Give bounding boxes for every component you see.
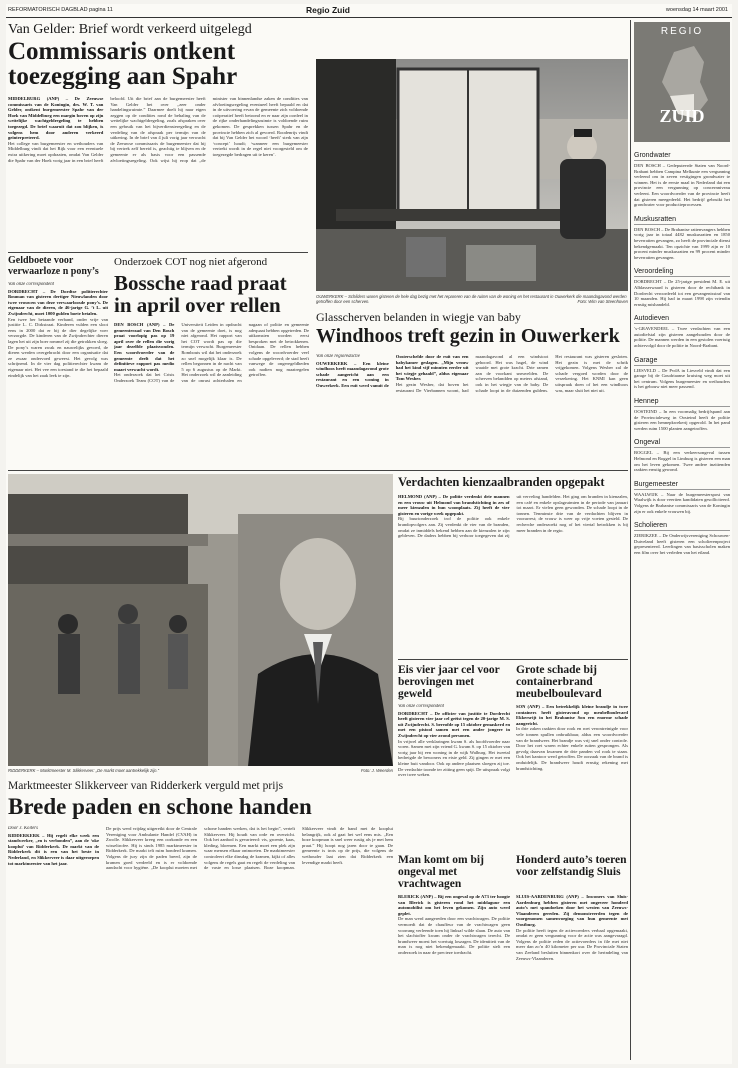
brief-body: ZIERIKZEE – De Onderwijsvereniging Schouwen-Duiveland heeft gisteren een scholierenproject gepresenteerd. Leerlingen van basisscholen maken een film over het verleden van het eiland. bbox=[634, 533, 730, 555]
sidebar-briefs bbox=[634, 144, 730, 1059]
sluis-article-body bbox=[516, 894, 628, 1044]
brief-body: LIESVELD – De PvdA in Liesveld vindt dat een garage bij de Goudriaanse kruising weg moet uit het centrum. Volgens burgemeester en wethouders is het gebouw niet meer passend. bbox=[634, 367, 730, 390]
newspaper-page bbox=[6, 4, 732, 1064]
masthead bbox=[6, 4, 732, 18]
lead-kicker: Van Gelder: Brief wordt verkeerd uitgelegd bbox=[8, 22, 252, 37]
market-byline: Door J. Koiters bbox=[8, 826, 38, 831]
market-intro: RIDDERKERK – Hij regelt elke week een standwerker, „en is verbonden”, aan de ‘oke kooplui’ van Ridderkerk. De markt van de Ridderkerk dit is een van het beste in Nederland, en Slikkerveer is daar uitgeroepen tot marktmeester van het jaar. bbox=[8, 832, 99, 866]
lead-caption-text: OUWERKERK – Schilders waren gisteren de hele dag bezig met het repareren van de ruiten van de woning en het restaurant in Ouwerkerk die maandagavond werden getroffen door een scherven. bbox=[316, 294, 627, 304]
kienzaal-article-body bbox=[398, 494, 628, 654]
windhoos-intro: OUWERKERK – Een kleine windhoos heeft maandagavond grote schade aangericht aan een restaurant en een woning in Ouwerkerk. Een ruit werd vanuit de Oosterschelde door de ruit van een babykamer geslagen. „Mijn vrouw had het kind vijf minuten eerder uit het wiegje gehaald”, aldus eigenaar Tom Wesber. bbox=[316, 354, 469, 388]
brief-title: Grondwater bbox=[634, 152, 730, 161]
masthead-paper-name: REFORMATORISCH DAGBLAD pagina 11 bbox=[8, 7, 113, 13]
lead-photo bbox=[316, 59, 628, 291]
windhoos-byline: Van onze regioredactie bbox=[316, 354, 360, 359]
vrachtwagen-body: De man werd aangereden door een vrachtwagen. De politie vermoedt dat de chauffeur van de vrachtwagen geen voorrang verleende toen hij linksaf wilde slaan. De auto van het slachtoffer kwam onder de vrachtwagen terecht. De brandweer moest het voertuig loszagen. De identiteit van de man is nog niet bekendgemaakt. De politie stelt een onderzoek in naar de precieze toedracht. bbox=[398, 916, 510, 955]
brief-title: Burgemeester bbox=[634, 481, 730, 490]
cot-kicker: Onderzoek COT nog niet afgerond bbox=[114, 256, 268, 268]
masthead-date: woensdag 14 maart 2001 bbox=[665, 7, 728, 13]
divider bbox=[398, 659, 628, 660]
windhoos-kicker: Glasscherven belanden in wiegje van baby bbox=[316, 310, 521, 324]
brief-body: BOGGEL – Bij een verkeersongeval tussen Helmond en Boggel in Limburg is gisteren een man om het leven gekomen. Twee andere inzittenden raakten ernstig gewond. bbox=[634, 450, 730, 473]
brief-title: Ongeval bbox=[634, 439, 730, 448]
divider bbox=[8, 470, 628, 471]
beroving-body: In vrijwel alle verklaringen kwam S. als hoofdvoerder naar voren. Samen met zijn vriend G. kwam S. op 15 oktober van vorig jaar bij een woning in de wijk Walburg. Het tweetal bedreigde de bewoners en eiste geld. Zij gingen er met een kleine buit vandoor. Ook op andere plaatsen sloegen zij toe. De verdachte toonde ter zitting geen spijt. De uitspraak volgt over twee weken. bbox=[398, 738, 510, 778]
market-article-body bbox=[8, 826, 393, 1046]
market-photo bbox=[8, 474, 393, 766]
cot-headline: Bossche raad praat in april over rellen bbox=[114, 272, 287, 316]
vrachtwagen-headline: Man komt om bij ongeval met vrachtwagen bbox=[398, 854, 484, 890]
banner-subtitle: ZUID bbox=[659, 106, 705, 126]
divider bbox=[8, 252, 308, 253]
market-caption-text: RIDDERKERK – Marktmeester M. Slikkerveer: „De markt moet aantrekkelijk zijn.” bbox=[8, 768, 160, 773]
banner-title: REGIO bbox=[660, 26, 704, 37]
brief-title: Muskusratten bbox=[634, 216, 730, 225]
containerbrand-body: In drie zaken raakten door rook en roet verontreinigde voor vele tonnen spullen onbruikbaar, aldus een woordvoerder van de brandweer. Het brandje was vrij snel onder controle. Door het roet waren echter enkele ruiten gesprongen. Als gevolg daarvan kwamen de drie panden vol rook te staan. Ook het kantoor werd getroffen. De oorzaak van de brand is onduidelijk. De brandweer houdt ernstig rekening met brandstichting. bbox=[516, 726, 628, 771]
lead-body: Het college van burgemeester en wethouders van Middelburg vindt dat het Rijk voor een eventuele extra uitkering moet opdraaien, omdat Van Gelder die Spahr van der Hoek vorig jaar in een brief heeft beloofd. Uit die brief aan de burgemeester heeft Van Gelder het over „zeer onder handelingsruimte.” Daarmee doelt hij naar eigen zeggen op de condities rond de behaling van de wettelijke wachtgeldregeling, zoals afspraken over een gebruik van het bijverdiensteregeling en de verdeling van de afspraak per termijn van de uitkering. In de brief van 4 juli vorig jaar verwacht de Zeeuwse commissaris de burgemeester dat hij bij vertrek zelf bereid is, geachtig te blijven en de gemeente er als basis voor een passende afvloeiingsregeling. Ook wijst hij erop dat „de minister van binnenlandse zaken de condities van afvloeiingsregeling eventueel heeft bepaald en dat in de uitvoering ervan de gemeente zich voldoende coöperatief heeft betoond en er naar zijn oordeel in de rijke onderhandelingsruimte is voldoende ruim gekomen. De gesprekken tussen Spahr en de provincie hebben zich al gevoerd. Roodenrijs vindt dat bij Van Gelder het woord ‘heeft’ sterk van zijn ‘concept’ houdt; ‘wanneer een burgemeester vertrekt wordt in de regel niet voorgesteld om de toegezegde bedragen uit te keren’. bbox=[8, 96, 308, 163]
beroving-intro: DORDRECHT – De officier van justitie te Dordrecht heeft gisteren vier jaar cel geëist tegen de 20-jarige M. S. uit Zwijndrecht. S. bereofde op 15 oktober gemaskerd en met een pistool samen met een ander jongere in Zwijndrecht op vier avond personen. bbox=[398, 710, 510, 738]
brief-body: DEN BOSCH – Gedeputeerde Staten van Noord-Brabant hebben Campina Melkunie een vergunning verleend om in zeven vestigingen grondwater te winnen. Het is de eerste maal in Nederland dat een provincie een vergunning op concernniveau verleent. Een woordvoerder van de provincie heeft dat gisteren meegedeeld. Het bedrijf gebruikt het grondwater voor productieprocessen. bbox=[634, 163, 730, 208]
lead-article-body bbox=[8, 96, 308, 246]
ponies-article-body bbox=[8, 282, 108, 462]
market-kicker: Marktmeester Slikkerveer van Ridderkerk verguld met prijs bbox=[8, 780, 284, 792]
market-body: De prijs werd vrijdag uitgereikt door de Centrale Vereniging voor Ambulante Handel (CVAH) in Zwolle. Slikkerveer kreeg een oorkonde en een wisseltrofee. Hij is sinds 1985 marktmeester in Ridderkerk. De markt telt ruim honderd kramen. Volgens de jury zijn de paden breed, zijn de kramen goed verdeeld en is er voldoende aandacht voor hygiëne. „De kooplui moeten met schone handen werken, dat is het begin”, vertelt Slikkerveer. Hij houdt van orde en overzicht. Ook het aanbod is gevarieerd: vis, groente, kaas, kleding, bloemen. Een markt moet een plek zijn waar mensen elkaar ontmoeten. De marktmeester controleert elke dinsdag de kramen, kijkt of alles volgens de regels gaat en regelt de verdeling van de vaste en losse plaatsen. Boze koopman. Slikkerveer vindt de band met de kooplui belangrijk, ook al gaat het wel eens mis. „Een boze koopman is snel weer rustig als je met hem praat.” Hij hoopt nog jaren door te gaan. De gemeente is trots op de prijs, die volgens de wethouder laat zien dat Ridderkerk een levendige markt heeft. bbox=[106, 826, 393, 871]
ponies-byline: Van onze correspondent bbox=[8, 282, 54, 287]
cot-body: Het onderzoek dat het Crisis Onderzoek Team (COT) van de Universiteit Leiden in opdracht van de gemeente doet, is nog niet afgerond. Het rapport van het COT wordt pas op die termijn verwacht. Burgemeester Rombouts wil dat het onderzoek zo snel mogelijk klaar is. De rellen begonnen in de nacht van 5 op 6 augustus op de Markt. Het onderzoek wil de aanleiding van de onrust achterhalen en nagaan of politie en gemeente adequaat hebben opgetreden. De uitkomsten worden eerst besproken met de betrokkenen. Ontdaan. De rellen hebben volgens de woordvoerder veel schade opgeleverd; de stad heeft vanwege de ongeregeldheden ook nadien nog maatregelen getroffen. bbox=[114, 322, 309, 383]
vrachtwagen-intro: BLERICK (ANP) – Bij een ongeval op de A73 ter hoogte van Blerick is gisteren rond het middaguur een automobilist om het leven gekomen. Zijn auto werd geplet. bbox=[398, 894, 510, 916]
brief-title: Garage bbox=[634, 357, 730, 366]
containerbrand-article-body bbox=[516, 704, 628, 849]
vrachtwagen-article-body bbox=[398, 894, 510, 1044]
lead-headline: Commissaris ontkent toezegging aan Spahr bbox=[8, 39, 238, 89]
brief-title: Veroordeling bbox=[634, 268, 730, 277]
kienzaal-intro: HELMOND (ANP) – De politie verdenkt drie mannen en een vrouw uit Helmond van brandstichting in zes of meer kienzalen in hun woonplaats. Zij heeft de vier gisteren en vorige week opgepakt. bbox=[398, 494, 510, 516]
windhoos-article-body bbox=[316, 354, 628, 466]
kienzaal-body: Bij buurtonderzoek trof de politie ook enkele brandopvolgers aan. Zij verdenkt de vier van de branden, omdat ze inmiddels bekend hebben aan de kienzalen te zijn gebleven. De daders hebben bij verhoor toegegeven dat zij uit verveling handelden. Het ging om branden in kienzalen, een café en enkele opslagruimten in de periode van januari tot maart. Er vielen geen gewonden. De schade loopt in de tonnen. Tenminste drie van de verdachten blijven in voorarrest; de vrouw is weer op vrije voeten gesteld. De recherche onderzoekt nog of het viertal betrokken is bij meer branden in de regio. bbox=[398, 494, 628, 539]
cot-article-body bbox=[114, 322, 309, 462]
ponies-intro: DORDRECHT – De Dordtse politierechter Bouman van gisteren dertiger Nieuwlanden door twee vrouwen van deze verwaarloosde pony’s. De eigenaar van de dieren, de 46-jarige G. ’t L. uit Zwijndrecht, moet 1000 gulden boete betalen. bbox=[8, 288, 108, 316]
sluis-body: De politie heeft tegen de actievoerders verbaal opgemaakt, omdat er geen vergunning voor de actie was aangevraagd. Volgens de politie reden de actievoerders in file met niet meer dan zo’n 40 kilometer per uur. De Provinciale Staten van Zeeland besluiten binnenkort over de herindeling van Zeeuws-Vlaanderen. bbox=[516, 927, 628, 961]
beroving-article-body bbox=[398, 704, 510, 849]
ponies-headline: Geldboete voor verwaarloze n pony’s bbox=[8, 256, 99, 277]
brief-body: DORDRECHT – De 25-jarige president M. E. uit Alblasserwaard is gisteren door de rechtbank in Dordrecht veroordeeld tot een gevangenisstraf van 10 maanden. Hij had in maart 1998 zijn vriendin ernstig mishandeld. bbox=[634, 279, 730, 307]
brief-title: Scholieren bbox=[634, 522, 730, 531]
lead-intro: MIDDELBURG (ANP) – De Zeeuwse commissaris van de Koningin, drs. W. T. van Gelder, ontkent burgemeester Spahr van der Hoek van Middelburg een margin boven op zijn wettelijke wachtgeldregeling te hebben toegezegd. De brief waaruit dat zou blijken, is volgens hem door anderen verkeerd geïnterpreteerd. bbox=[8, 96, 104, 141]
containerbrand-headline: Grote schade bij containerbrand meubelboulevard bbox=[516, 664, 602, 700]
cot-intro: DEN BOSCH (ANP) – De gemeenteraad van Den Bosch praat voorlopig pas op 19 april over de rellen die vorig jaar dezelfde plaatsvonden. Een woordvoerder van de gemeente deelt dat het definitieve rapport pas medio maart verwacht wordt. bbox=[114, 322, 175, 372]
sluis-headline: Honderd auto’s toeren voor zelfstandig Sluis bbox=[516, 854, 627, 878]
brief-body: WAALWIJK – Naar de burgemeesterspost van Waalwijk is door veertien kandidaten gesolliciteerd. Volgens de Brabantse commissaris van de Koningin zijn er ook enkele vrouwen bij. bbox=[634, 491, 730, 514]
market-headline: Brede paden en schone handen bbox=[8, 795, 312, 819]
brief-body: OOSTEIND – In een voormalig bedrijfspand aan de Provincialeweg in Oosteind heeft de politie gisteren een hennepkwekerij opgerold. In het pand werden ruim 1500 planten aangetroffen. bbox=[634, 409, 730, 431]
brief-body: ’s-GRAVENDEEL – Twee verdachten van een autodiefstal zijn gisteren aangehouden door de politie. De mannen werden in een gestolen voertuig achtervolgd door de politie in Noord-Brabant. bbox=[634, 326, 730, 349]
beroving-headline: Eis vier jaar cel voor berovingen met geweld bbox=[398, 664, 500, 700]
containerbrand-intro: SON (ANP) – Een betrekkelijk kleine brandje in twee containers heeft gisteravond op meubelboulevard Ekkersrijt in het Brabantse Son een enorme schade aangericht. bbox=[516, 704, 628, 726]
lead-photo-credit: Foto: Wim van Steenhoven bbox=[577, 299, 628, 304]
brief-title: Hennep bbox=[634, 398, 730, 407]
masthead-section: Regio Zuid bbox=[306, 5, 350, 15]
market-photo-credit: Foto: J. Weerden bbox=[360, 768, 393, 773]
market-photo-caption bbox=[8, 768, 393, 776]
regio-zuid-banner bbox=[634, 22, 730, 142]
beroving-byline: Van onze correspondent bbox=[398, 704, 444, 709]
kienzaal-headline: Verdachten kienzaalbranden opgepakt bbox=[398, 476, 605, 489]
column-divider bbox=[630, 20, 631, 1060]
windhoos-headline: Windhoos treft gezin in Ouwerkerk bbox=[316, 326, 620, 347]
ponies-body: Een twee her betaande verband, onder vrije van justitie L. C. Dirkstraat. Kinderen vulden een sloot eens in 2000 dat er bij de dier degelijke voer verzorgde. De kinderen van de Zwijndrechter dieren lagen het uit zijn boer rommel zij die getrokken sloeg. De pony’s waren zwak en nauwelijks gevoed, de dieren werden overgebracht door een organisatie dat ze zwaar ondervoed geweest. Het gevolg was schrijnend. In de vier dag politierechter kwam de eigenaar niet. Het vee een toestand te die het bepaald eindelijk van het zaak leek te zijn. bbox=[8, 316, 108, 378]
lead-photo-caption bbox=[316, 294, 628, 306]
sluis-intro: SLUIS-AARDENBURG (ANP) – Inwoners van Sluis-Aardenburg hebben gisteren met ongeveer honderd auto’s met spandoeken door het westen van Zeeuws-Vlaanderen gereden. Zij demonstreerden tegen de voorgenomen samenvoeging van hun gemeente met Oostburg. bbox=[516, 894, 628, 927]
brief-body: DEN BOSCH – De Brabantse rattenvangers hebben vorig jaar in totaal 4482 muskusratten en 1850 beverratten gevangen, zo heeft de provinciale dienst bekendgemaakt. Ten opzichte van 1999 zijn er 10 procent minder muskusratten en 99 procent minder beverratten gevangen. bbox=[634, 226, 730, 260]
windhoos-body: Het gezin Wesber, dat boven het restaurant De Vierbannen woont, had maandagavond al een windstoot gehoord. Het was hagel, de wind waaide met grote kracht. Drie ramen aan de voorkant sneuvelden. De scherven belandden op meters afstand, ook in het wiegje van de baby. De schade loopt in de duizenden guldens. Het restaurant was gisteren gesloten. Het gezin is met de schrik vrijgekomen. Volgens Wesber zal de schade vergoed worden door de verzekering. Het KNMI kan geen uitspraak doen of het een windhoos was, maar sluit het niet uit. bbox=[395, 354, 628, 393]
brief-title: Autodieven bbox=[634, 315, 730, 324]
